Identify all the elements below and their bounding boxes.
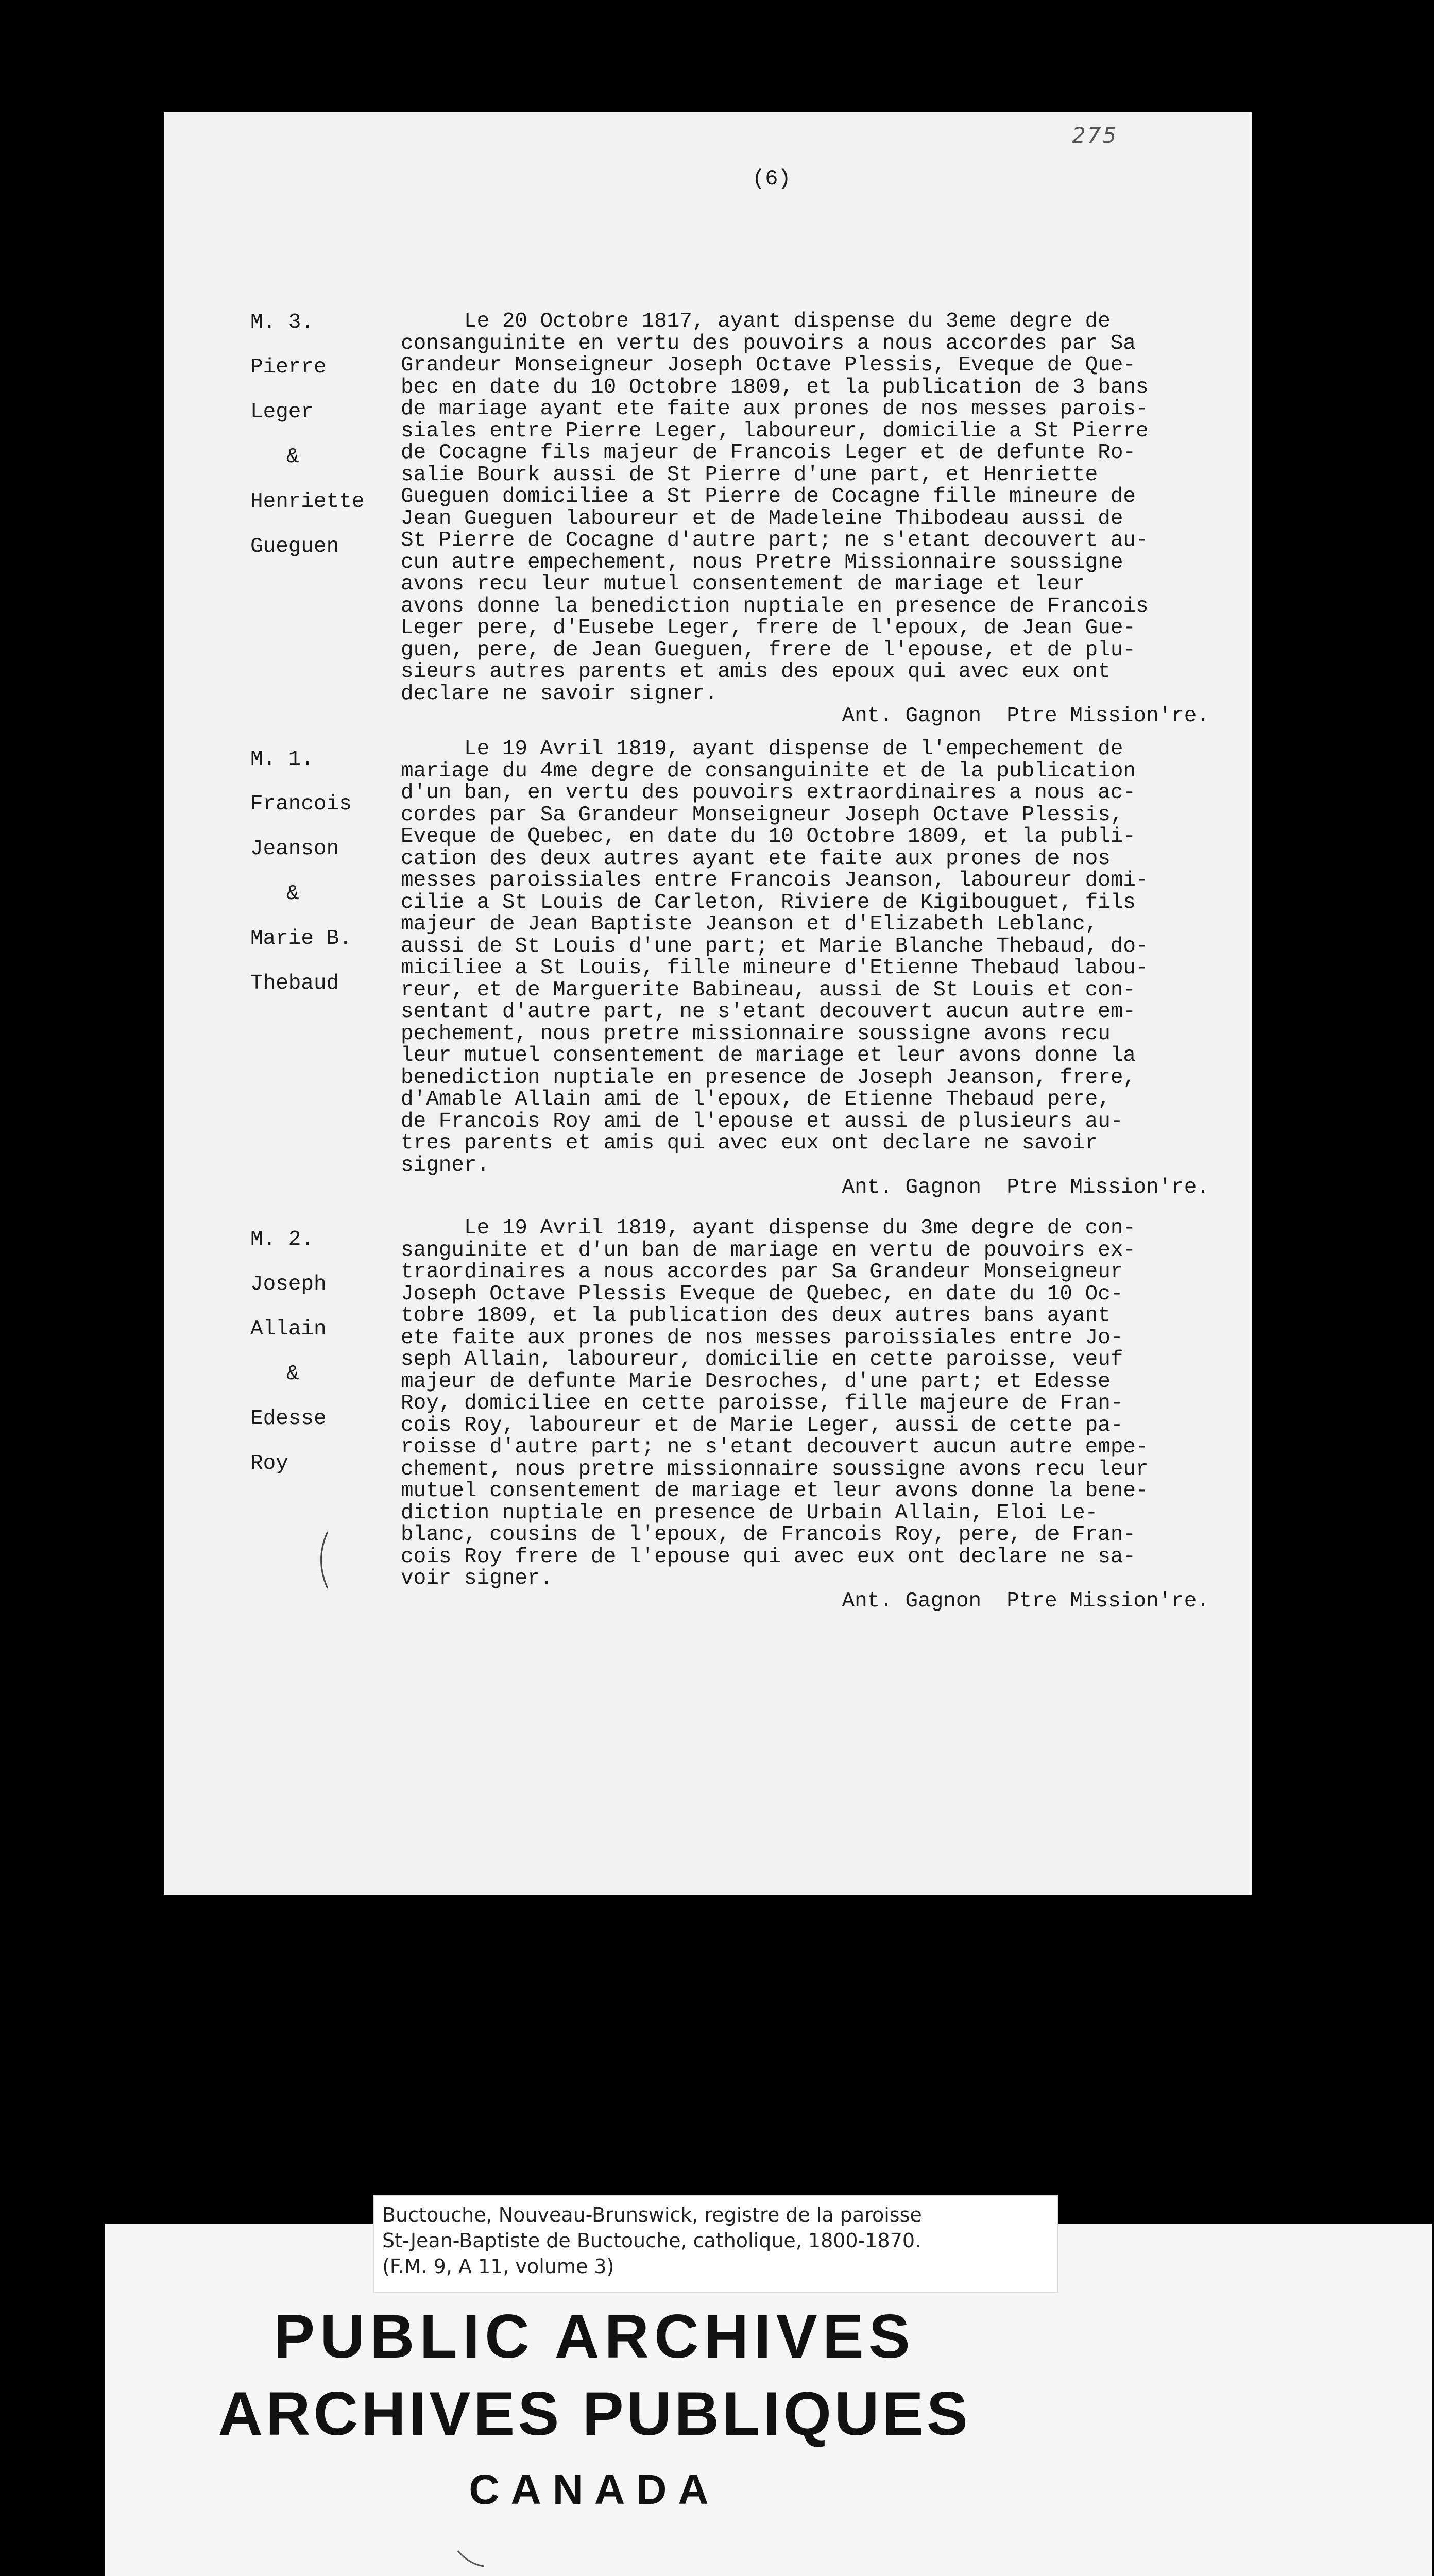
- entry-line: reur, et de Marguerite Babineau, aussi de St Louis et con-: [401, 978, 1136, 1002]
- margin-ampersand: &: [286, 1362, 299, 1386]
- entry-line: pechement, nous pretre missionnaire soussigne avons recu: [401, 1022, 1111, 1046]
- entry-line: salie Bourk aussi de St Pierre d'une part, et Henriette: [401, 463, 1098, 487]
- entry-line: bec en date du 10 Octobre 1809, et la publication de 3 bans: [401, 375, 1149, 399]
- margin-bride-surname: Roy: [250, 1452, 288, 1476]
- entry-line: tres parents et amis qui avec eux ont declare ne savoir: [401, 1131, 1098, 1155]
- entry-line: Le 19 Avril 1819, ayant dispense de l'empechement de: [401, 737, 1123, 761]
- margin-note-entry-3: [250, 1217, 369, 1486]
- signature: Ant. Gagnon Ptre Mission're.: [842, 704, 1209, 728]
- margin-ref: M. 3.: [250, 311, 314, 334]
- entry-line: messes paroissiales entre Francois Jeanson, laboureur domi-: [401, 869, 1149, 892]
- margin-groom: Pierre: [250, 355, 327, 379]
- entry-line: voir signer.: [401, 1567, 553, 1590]
- entry-line: leur mutuel consentement de mariage et leur avons donne la: [401, 1044, 1136, 1067]
- entry-line: d'Amable Allain ami de l'epoux, de Etienne Thebaud pere,: [401, 1088, 1111, 1111]
- archive-title-english: PUBLIC ARCHIVES: [274, 2302, 915, 2371]
- entry-text: [401, 1217, 1215, 1590]
- entry-line: majeur de defunte Marie Desroches, d'une part; et Edesse: [401, 1369, 1111, 1394]
- margin-bride: Henriette: [250, 490, 365, 514]
- margin-bride-surname: Thebaud: [250, 972, 339, 995]
- entry-line: chement, nous pretre missionnaire soussigne avons recu leur: [401, 1457, 1149, 1481]
- entry-line: benediction nuptiale en presence de Joseph Jeanson, frere,: [401, 1065, 1136, 1090]
- entry-line: mariage du 4me degre de consanguinite et de la publication: [401, 759, 1136, 783]
- entry-line: avons donne la benediction nuptiale en presence de Francois: [401, 594, 1149, 618]
- entry-line: declare ne savoir signer.: [401, 682, 718, 706]
- margin-bride: Marie B.: [250, 927, 352, 951]
- entry-line: cilie a St Louis de Carleton, Riviere de Kigibouguet, fils: [401, 890, 1136, 914]
- signature: Ant. Gagnon Ptre Mission're.: [842, 1589, 1209, 1613]
- entry-line: Roy, domiciliee en cette paroisse, fille majeure de Fran-: [401, 1392, 1123, 1415]
- archive-title-french: ARCHIVES PUBLIQUES: [218, 2379, 971, 2448]
- entry-line: cois Roy, laboureur et de Marie Leger, aussi de cette pa-: [401, 1413, 1123, 1437]
- entry-line: signer.: [401, 1153, 490, 1177]
- entry-line: cun autre empechement, nous Pretre Missionnaire soussigne: [401, 550, 1123, 574]
- entry-line: Grandeur Monseigneur Joseph Octave Plessis, Eveque de Que-: [401, 353, 1136, 377]
- entry-line: blanc, cousins de l'epoux, de Francois Roy, pere, de Fran-: [401, 1523, 1136, 1547]
- margin-bracket-mark: [312, 1529, 333, 1591]
- pen-mark: [455, 2548, 486, 2569]
- caption-line-3: (F.M. 9, A 11, volume 3): [382, 2255, 614, 2278]
- margin-ampersand: &: [286, 445, 299, 469]
- marriage-entry-3: [401, 1217, 1215, 1613]
- page-number: (6): [752, 166, 791, 191]
- entry-line: tobre 1809, et la publication des deux autres bans ayant: [401, 1304, 1111, 1328]
- entry-line: traordinaires a nous accordes par Sa Grandeur Monseigneur: [401, 1260, 1123, 1284]
- entry-text: [401, 738, 1215, 1176]
- entry-line: St Pierre de Cocagne d'autre part; ne s'etant decouvert au-: [401, 529, 1149, 552]
- entry-line: avons recu leur mutuel consentement de mariage et leur: [401, 572, 1085, 596]
- margin-groom-surname: Leger: [250, 400, 314, 424]
- entry-line: sentant d'autre part, ne s'etant decouvert aucun autre em-: [401, 1000, 1136, 1024]
- entry-line: roisse d'autre part; ne s'etant decouvert aucun autre empe-: [401, 1435, 1149, 1459]
- margin-bride: Edesse: [250, 1407, 327, 1431]
- entry-line: guen, pere, de Jean Gueguen, frere de l'epouse, et de plu-: [401, 638, 1136, 662]
- archive-country: CANADA: [469, 2466, 720, 2513]
- entry-line: mutuel consentement de mariage et leur avons donne la bene-: [401, 1479, 1149, 1503]
- caption-line-2: St-Jean-Baptiste de Buctouche, catholique, 1800-1870.: [382, 2229, 921, 2252]
- marriage-entry-1: [401, 311, 1215, 727]
- entry-line: consanguinite en vertu des pouvoirs a nous accordes par Sa: [401, 331, 1136, 355]
- entry-line: cordes par Sa Grandeur Monseigneur Joseph Octave Plessis,: [401, 803, 1123, 827]
- margin-note-entry-2: [250, 737, 369, 1006]
- entry-line: miciliee a St Louis, fille mineure d'Etienne Thebaud labou-: [401, 956, 1149, 980]
- margin-ref: M. 1.: [250, 748, 314, 771]
- entry-line: Joseph Octave Plessis Eveque de Quebec, en date du 10 Oc-: [401, 1282, 1123, 1306]
- entry-line: Jean Gueguen laboureur et de Madeleine Thibodeau aussi de: [401, 506, 1123, 531]
- entry-line: d'un ban, en vertu des pouvoirs extraordinaires a nous ac-: [401, 781, 1136, 805]
- entry-line: Gueguen domiciliee a St Pierre de Cocagne fille mineure de: [401, 485, 1136, 509]
- folio-number: 275: [1072, 123, 1118, 148]
- entry-line: cois Roy frere de l'epouse qui avec eux ont declare ne sa-: [401, 1545, 1136, 1569]
- entry-line: majeur de Jean Baptiste Jeanson et d'Elizabeth Leblanc,: [401, 912, 1098, 936]
- margin-ref: M. 2.: [250, 1228, 314, 1251]
- signature: Ant. Gagnon Ptre Mission're.: [842, 1176, 1209, 1199]
- entry-line: siales entre Pierre Leger, laboureur, domicilie a St Pierre: [401, 419, 1149, 443]
- margin-groom-surname: Allain: [250, 1317, 327, 1341]
- marriage-entry-2: [401, 738, 1215, 1199]
- margin-groom: Joseph: [250, 1273, 327, 1296]
- caption-line-1: Buctouche, Nouveau-Brunswick, registre de la paroisse: [382, 2204, 922, 2226]
- source-caption: [373, 2195, 1058, 2293]
- entry-line: de mariage ayant ete faite aux prones de nos messes parois-: [401, 397, 1149, 421]
- entry-line: sanguinite et d'un ban de mariage en vertu de pouvoirs ex-: [401, 1238, 1136, 1262]
- entry-line: Leger pere, d'Eusebe Leger, frere de l'epoux, de Jean Gue-: [401, 616, 1136, 640]
- entry-line: Le 20 Octobre 1817, ayant dispense du 3eme degre de: [401, 310, 1111, 333]
- entry-line: Eveque de Quebec, en date du 10 Octobre 1809, et la publi-: [401, 825, 1136, 849]
- entry-line: de Cocagne fils majeur de Francois Leger et de defunte Ro-: [401, 441, 1136, 465]
- entry-text: [401, 311, 1215, 705]
- margin-ampersand: &: [286, 882, 299, 906]
- margin-note-entry-1: [250, 300, 369, 569]
- entry-line: Le 19 Avril 1819, ayant dispense du 3me degre de con-: [401, 1216, 1136, 1240]
- margin-bride-surname: Gueguen: [250, 535, 339, 558]
- register-page: [164, 112, 1252, 1895]
- entry-line: diction nuptiale en presence de Urbain Allain, Eloi Le-: [401, 1501, 1098, 1525]
- entry-line: de Francois Roy ami de l'epouse et aussi de plusieurs au-: [401, 1109, 1123, 1133]
- margin-groom-surname: Jeanson: [250, 837, 339, 861]
- archive-card: [105, 2204, 1432, 2576]
- margin-groom: Francois: [250, 792, 352, 816]
- entry-line: cation des deux autres ayant ete faite aux prones de nos: [401, 846, 1111, 871]
- entry-line: aussi de St Louis d'une part; et Marie Blanche Thebaud, do-: [401, 934, 1149, 958]
- entry-line: seph Allain, laboureur, domicilie en cette paroisse, veuf: [401, 1348, 1123, 1371]
- entry-line: sieurs autres parents et amis des epoux qui avec eux ont: [401, 660, 1111, 684]
- entry-line: ete faite aux prones de nos messes paroissiales entre Jo-: [401, 1326, 1123, 1350]
